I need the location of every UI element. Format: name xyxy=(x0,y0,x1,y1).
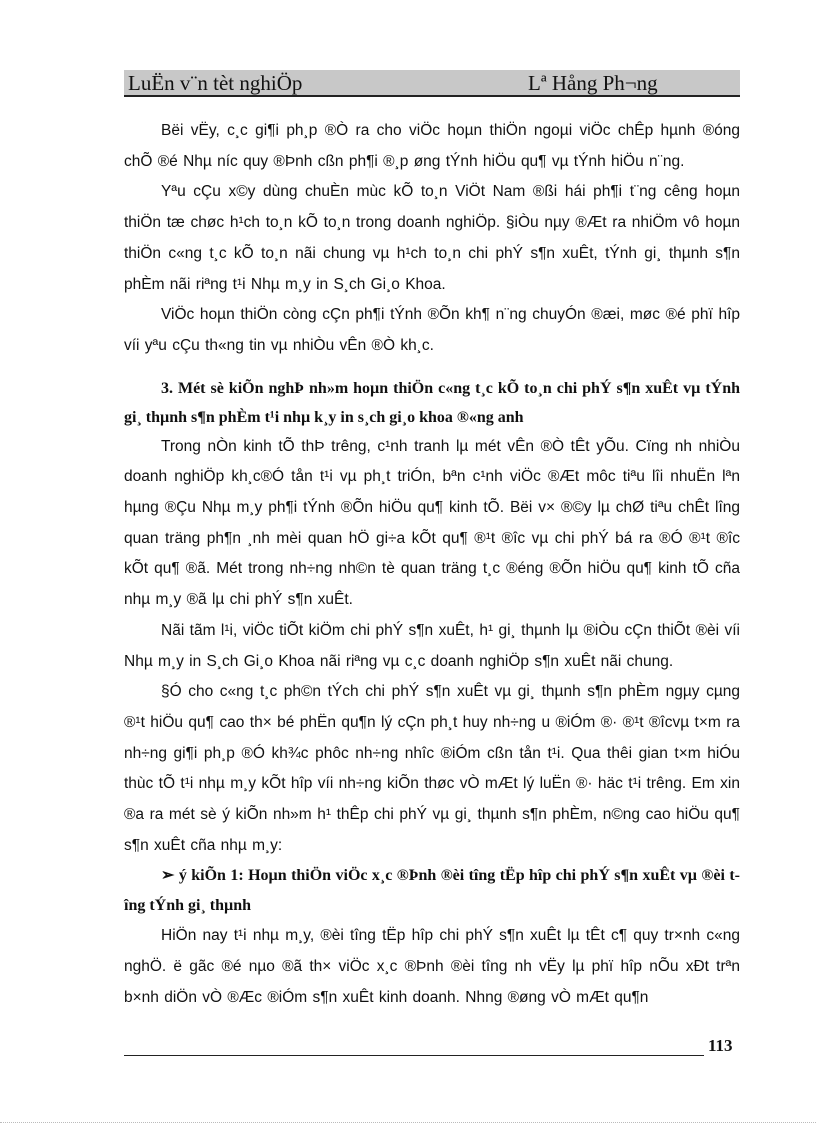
paragraph-2: Yªu cÇu x©y dùng chuÈn mùc kÕ to¸n ViÖt Nam ®ßi hái ph¶i t¨ng cêng hoµn thiÖn tæ chøc h¹ch to¸n kÕ to¸n trong doanh nghiÖp. §iÒu nµy ®Æt ra nhiÖm vô hoµn thiÖn c«ng t¸c kÕ to¸n nãi chung vµ h¹ch to¸n chi phÝ s¶n xuÊt, tÝnh gi¸ thµnh s¶n phÈm nãi riªng t¹i Nhµ m¸y in S¸ch Gi¸o Khoa. xyxy=(124,183,740,293)
page-body xyxy=(124,116,740,1014)
page-number: 113 xyxy=(708,1036,733,1055)
paragraph-6: §Ó cho c«ng t¸c ph©n tÝch chi phÝ s¶n xuÊt vµ gi¸ thµnh s¶n phÈm ngµy cµng ®¹t hiÖu qu¶ cao th× bé phËn qu¶n lý cÇn ph¸t huy nh÷ng u ®iÓm ®· ®¹t ®îcvµ t×m ra nh÷ng gi¶i ph¸p ®Ó kh¾c phôc nh÷ng nhîc ®iÓm cßn tån t¹i. Qua thêi gian t×m hiÓu thùc tÕ t¹i nhµ m¸y kÕt hîp víi nh÷ng kiÕn thøc vÒ mÆt lý luËn ®· häc t¹i trêng. Em xin ®a ra mét sè ý kiÕn nh»m h¹ thÊp chi phÝ vµ gi¸ thµnh s¶n phÈm, n©ng cao hiÖu qu¶ s¶n xuÊt cña nhµ m¸y: xyxy=(124,683,740,854)
paragraph-4: Trong nÒn kinh tÕ thÞ trêng, c¹nh tranh lµ mét vÊn ®Ò tÊt yÕu. Cïng nh nhiÒu doanh nghiÖp kh¸c®Ó tån t¹i vµ ph¸t triÓn, bªn c¹nh viÖc ®Æt môc tiªu lîi nhuËn lªn hµng ®Çu Nhµ m¸y ph¶i tÝnh ®Õn hiÖu qu¶ kinh tÕ. Bëi v× ®©y lµ chØ tiªu chÊt lîng quan träng ph¶n ¸nh mèi quan hÖ gi÷a kÕt qu¶ ®¹t ®îc vµ chi phÝ bá ra ®Ó ®¹t ®îc kÕt qu¶ ®ã. Mét trong nh÷ng nh©n tè quan träng t¸c ®éng ®Õn hiÖu qu¶ kinh tÕ cña nhµ m¸y ®ã lµ chi phÝ s¶n xuÊt. xyxy=(124,437,740,609)
paragraph-7: HiÖn nay t¹i nhµ m¸y, ®èi tîng tËp hîp chi phÝ s¶n xuÊt lµ tÊt c¶ quy tr×nh c«ng nghÖ. ë gãc ®é nµo ®ã th× viÖc x¸c ®Þnh ®èi tîng nh vËy lµ phï hîp nÕu xÐt trªn b×nh diÖn vÒ ®Æc ®iÓm s¶n xuÊt kinh doanh. Nhng ®øng vÒ mÆt qu¶n xyxy=(124,927,740,1006)
paragraph-1: Bëi vËy, c¸c gi¶i ph¸p ®Ò ra cho viÖc hoµn thiÖn ngoµi viÖc chÊp hµnh ®óng chÕ ®é Nhµ níc quy ®Þnh cßn ph¶i ®¸p øng tÝnh hiÖu qu¶ vµ tÝnh hiÖu n¨ng. xyxy=(124,122,740,170)
header-thesis-title: LuËn v¨n tèt nghiÖp xyxy=(128,71,303,95)
paragraph-5: Nãi tãm l¹i, viÖc tiÕt kiÖm chi phÝ s¶n xuÊt, h¹ gi¸ thµnh lµ ®iÒu cÇn thiÕt ®èi víi Nhµ m¸y in S¸ch Gi¸o Khoa nãi riªng vµ c¸c doanh nghiÖp s¶n xuÊt nãi chung. xyxy=(124,621,740,670)
header-author-name: Lª Hång Ph¬ng xyxy=(528,71,658,95)
running-header xyxy=(124,70,740,97)
paragraph-3: ViÖc hoµn thiÖn còng cÇn ph¶i tÝnh ®Õn kh¶ n¨ng chuyÓn ®æi, møc ®é phï hîp víi yªu cÇu th«ng tin vµ nhiÒu vÊn ®Ò kh¸c. xyxy=(124,306,740,354)
section-heading-3: 3. Mét sè kiÕn nghÞ nh»m hoµn thiÖn c«ng t¸c kÕ to¸n chi phÝ s¶n xuÊt vµ tÝnh gi¸ thµnh s¶n phÈm t¹i nhµ k¸y in s¸ch gi¸o khoa ®«ng anh xyxy=(124,379,740,426)
footer-rule xyxy=(124,1055,704,1056)
subheading-opinion-1: ➢ ý kiÕn 1: Hoµn thiÖn viÖc x¸c ®Þnh ®èi tîng tËp hîp chi phÝ s¶n xuÊt vµ ®èi tîng tÝnh gi¸ thµnh xyxy=(124,867,740,915)
